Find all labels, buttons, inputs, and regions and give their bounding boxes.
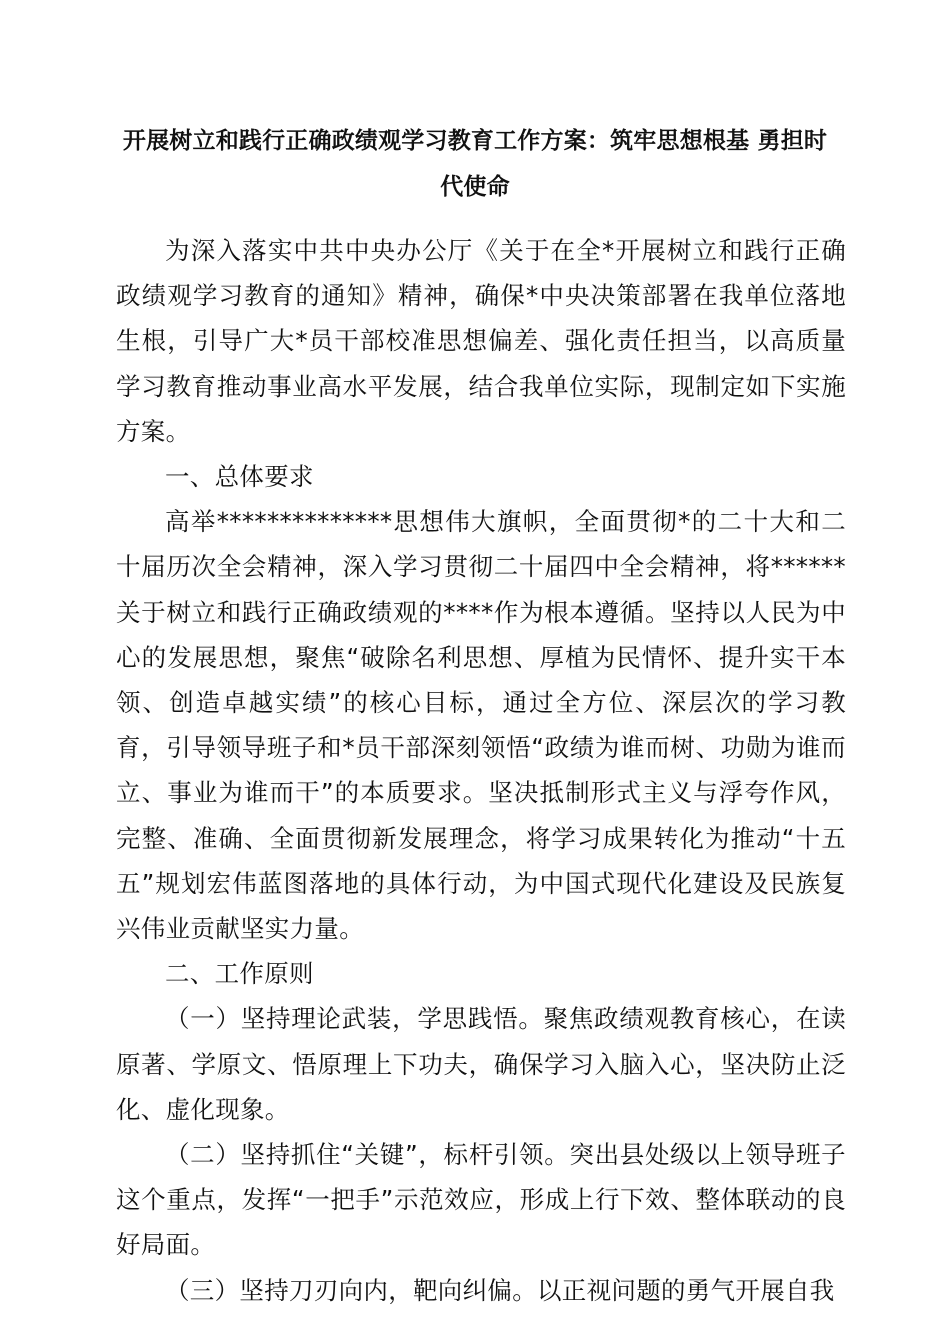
document-body xyxy=(116,228,846,1313)
paragraph-principle-3: （三）坚持刀刃向内，靶向纠偏。以正视问题的勇气开展自我 xyxy=(165,1275,835,1305)
paragraph-principle-1: （一）坚持理论武装，学思践悟。聚焦政绩观教育核心，在读原著、学原文、悟原理上下功夫，确保学习入脑入心，坚决防止泛化、虚化现象。 xyxy=(116,1004,846,1124)
section-heading-overall-requirements: 一、总体要求 xyxy=(165,462,314,492)
section-heading-work-principles: 二、工作原则 xyxy=(165,959,314,989)
document-title: 开展树立和践行正确政绩观学习教育工作方案：筑牢思想根基 勇担时代使命 xyxy=(122,128,828,200)
paragraph-overall-requirements: 高举**************思想伟大旗帜，全面贯彻*的二十大和二十届历次全会精神，深入学习贯彻二十届四中全会精神，将******关于树立和践行正确政绩观的****作为根本遵循。坚持以人民为中心的发展思想，聚焦“破除名利思想、厚植为民情怀、提升实干本领、创造卓越实绩”的核心目标，通过全方位、深层次的学习教育，引导领导班子和*员干部深刻领悟“政绩为谁而树、功勋为谁而立、事业为谁而干”的本质要求。坚决抵制形式主义与浮夸作风，完整、准确、全面贯彻新发展理念，将学习成果转化为推动“十五五”规划宏伟蓝图落地的具体行动，为中国式现代化建设及民族复兴伟业贡献坚实力量。 xyxy=(116,507,846,944)
paragraph-intro: 为深入落实中共中央办公厅《关于在全*开展树立和践行正确政绩观学习教育的通知》精神，确保*中央决策部署在我单位落地生根，引导广大*员干部校准思想偏差、强化责任担当，以高质量学习教育推动事业高水平发展，结合我单位实际，现制定如下实施方案。 xyxy=(116,236,846,446)
paragraph-principle-2: （二）坚持抓住“关键”，标杆引领。突出县处级以上领导班子这个重点，发挥“一把手”示范效应，形成上行下效、整体联动的良好局面。 xyxy=(116,1140,846,1260)
